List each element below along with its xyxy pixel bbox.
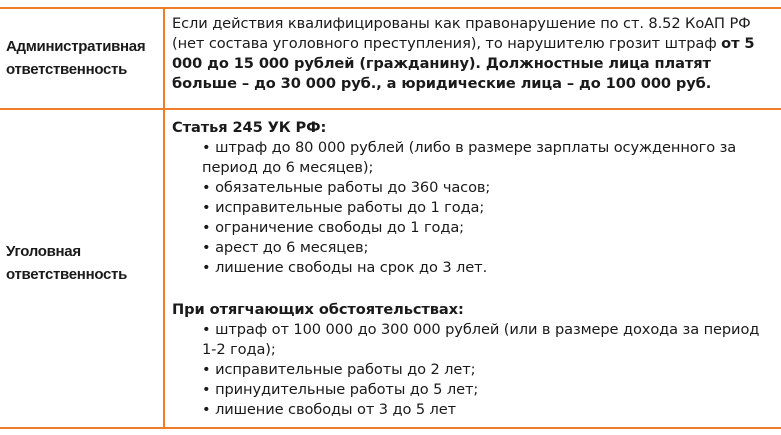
row-label-administrative: Административная ответственность — [6, 38, 146, 78]
list-item: • принудительные работы до 5 лет; — [202, 381, 479, 398]
administrative-text-bold: от 5 000 до 15 000 рублей (гражданину). Должностные лица платят больше – до 30 000 руб., а юридические лица – до 100 000 руб. — [172, 35, 755, 92]
list-item: • штраф от 100 000 до 300 000 рублей (или в размере дохода за период 1-2 года); — [202, 321, 760, 358]
administrative-text: Если действия квалифицированы как правонарушение по ст. 8.52 КоАП РФ (нет состава уголовного преступления), то нарушителю грозит штраф — [172, 15, 751, 52]
aggravating-penalties-list — [172, 320, 772, 420]
row-content-criminal — [172, 118, 772, 420]
section-spacer — [172, 278, 772, 300]
list-item: • лишение свободы на срок до 3 лет. — [202, 259, 488, 276]
list-item: • исправительные работы до 1 года; — [202, 199, 485, 216]
list-item: • штраф до 80 000 рублей (либо в размере зарплаты осужденного за период до 6 месяцев); — [202, 139, 737, 176]
row-content-administrative — [172, 14, 772, 94]
list-item: • арест до 6 месяцев; — [202, 239, 369, 256]
list-item: • исправительные работы до 2 лет; — [202, 361, 476, 378]
row-label-criminal: Уголовная ответственность — [6, 243, 128, 283]
section-heading-article: Статья 245 УК РФ: — [172, 119, 327, 136]
table-row-divider — [0, 108, 781, 110]
table-top-border — [0, 7, 781, 9]
list-item: • ограничение свободы до 1 года; — [202, 219, 464, 236]
article-penalties-list — [172, 138, 772, 278]
list-item: • лишение свободы от 3 до 5 лет — [202, 401, 457, 418]
table-column-divider — [163, 7, 165, 429]
section-heading-aggravating: При отягчающих обстоятельствах: — [172, 301, 464, 318]
table-bottom-border — [0, 427, 781, 429]
list-item: • обязательные работы до 360 часов; — [202, 179, 491, 196]
